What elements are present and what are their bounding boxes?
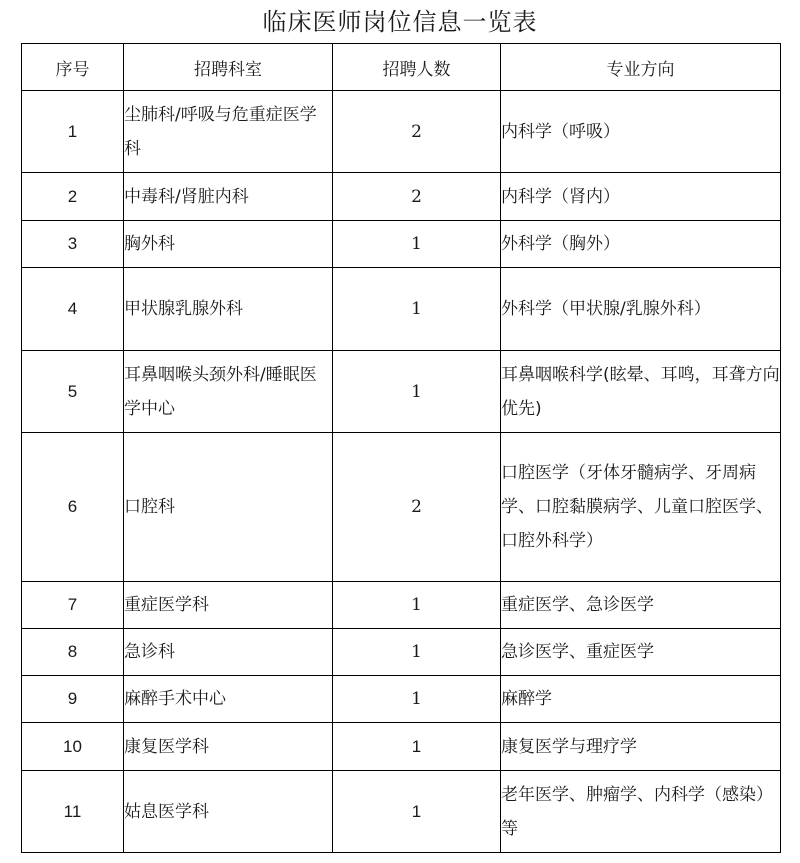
table-header-row [22,44,781,91]
row-dept: 中毒科/肾脏内科 [124,173,333,221]
row-no: 6 [22,433,124,582]
row-count: 1 [333,723,501,771]
header-count: 招聘人数 [333,44,501,91]
table-row [22,629,781,676]
row-no: 1 [22,91,124,173]
row-dept: 姑息医学科 [124,771,333,853]
header-major: 专业方向 [501,44,781,91]
page-title: 临床医师岗位信息一览表 [262,8,538,36]
table-row [22,771,781,853]
row-major: 内科学（呼吸） [501,91,781,173]
row-dept: 急诊科 [124,629,333,676]
row-count: 1 [333,582,501,629]
row-dept: 康复医学科 [124,723,333,771]
row-count: 2 [333,433,501,582]
row-count: 1 [333,221,501,268]
row-no: 10 [22,723,124,771]
job-table [21,43,781,853]
row-dept: 胸外科 [124,221,333,268]
row-no: 8 [22,629,124,676]
row-no: 11 [22,771,124,853]
row-count: 1 [333,676,501,723]
row-count: 2 [333,173,501,221]
row-no: 2 [22,173,124,221]
table-row [22,91,781,173]
row-dept: 甲状腺乳腺外科 [124,268,333,351]
table-row [22,221,781,268]
row-major: 急诊医学、重症医学 [501,629,781,676]
row-count: 1 [333,351,501,433]
row-major: 内科学（肾内） [501,173,781,221]
table-row [22,723,781,771]
row-major: 康复医学与理疗学 [501,723,781,771]
row-count: 1 [333,268,501,351]
row-count: 2 [333,91,501,173]
row-major: 重症医学、急诊医学 [501,582,781,629]
row-major: 耳鼻咽喉科学(眩晕、耳鸣，耳聋方向优先) [501,351,781,433]
row-count: 1 [333,771,501,853]
row-dept: 重症医学科 [124,582,333,629]
row-major: 外科学（胸外） [501,221,781,268]
row-count: 1 [333,629,501,676]
row-no: 5 [22,351,124,433]
row-major: 口腔医学（牙体牙髓病学、牙周病学、口腔黏膜病学、儿童口腔医学、口腔外科学） [501,433,781,582]
table-row [22,433,781,582]
row-no: 9 [22,676,124,723]
table-row [22,676,781,723]
row-major: 麻醉学 [501,676,781,723]
row-dept: 麻醉手术中心 [124,676,333,723]
table-row [22,351,781,433]
table-row [22,173,781,221]
table-row [22,582,781,629]
header-dept: 招聘科室 [124,44,333,91]
row-no: 3 [22,221,124,268]
row-no: 7 [22,582,124,629]
row-no: 4 [22,268,124,351]
row-major: 外科学（甲状腺/乳腺外科） [501,268,781,351]
row-dept: 口腔科 [124,433,333,582]
row-dept: 尘肺科/呼吸与危重症医学科 [124,91,333,173]
header-no: 序号 [22,44,124,91]
row-major: 老年医学、肿瘤学、内科学（感染）等 [501,771,781,853]
table-row [22,268,781,351]
row-dept: 耳鼻咽喉头颈外科/睡眠医学中心 [124,351,333,433]
